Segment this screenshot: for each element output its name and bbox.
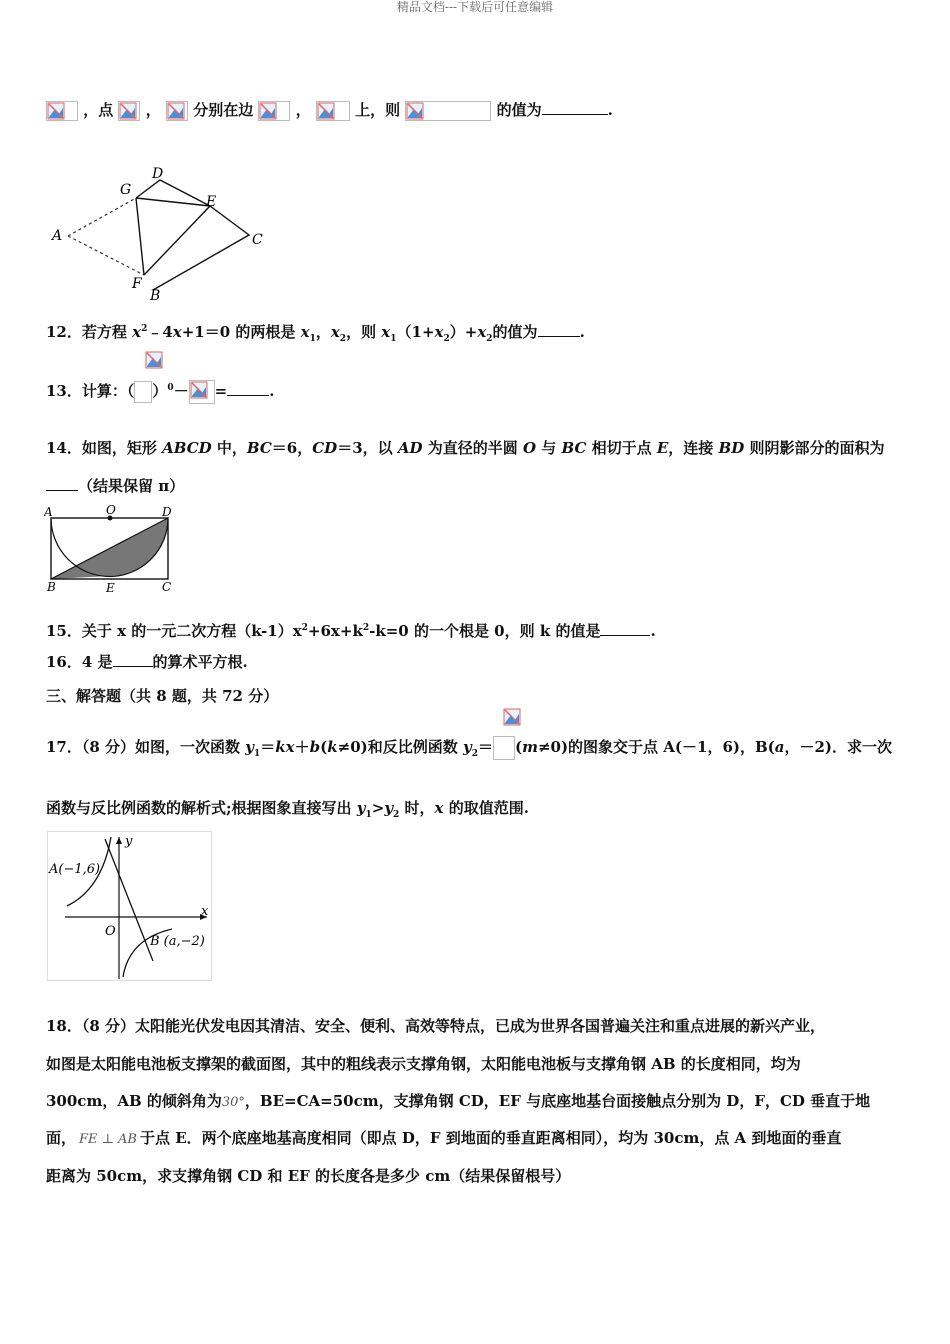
label-a: A — [52, 228, 63, 244]
page-header: 精品文档---下载后可任意编辑 — [396, 0, 554, 14]
formula-image — [503, 708, 525, 730]
label-b: B — [150, 288, 161, 304]
segment-gf — [136, 198, 144, 275]
label-point-b: B (a,−2) — [150, 934, 205, 949]
label-a: A — [44, 505, 53, 519]
formula-image — [258, 101, 290, 121]
outline-gdecb — [136, 180, 249, 290]
label-y: y — [125, 834, 133, 849]
question-18-line4: 面， FE ⊥ AB 于点 E．两个底座地基高度相同（即点 D，F 到地面的垂直距离相同），均为 30cm，点 A 到地面的垂直 — [46, 1129, 842, 1147]
answer-blank — [227, 381, 269, 396]
answer-blank — [538, 322, 580, 337]
label-x: x — [201, 904, 209, 919]
label-c: C — [162, 580, 172, 594]
section-title: 三、解答题（共 8 题，共 72 分） — [46, 687, 279, 705]
figure-rectangle-semicircle — [44, 503, 184, 595]
question-11-line: ，点 ， 分别在边 ， 上，则 的值为 . — [46, 100, 613, 121]
question-12: 12．若方程 $x^2﹣4x+1=0$ 的两根是 $x_1$，$x_2$，则 $x_1(1+x_2)+x_2$的值为 . — [46, 323, 585, 344]
label-origin: O — [105, 924, 116, 939]
question-18-line1: 18．（8 分）太阳能光伏发电因其清洁、安全、便利、高效等特点，已成为世界各国普遍关注和重点进展的新兴产业， — [46, 1017, 826, 1035]
question-15: 15．关于 x 的一元二次方程$(k-1)x^2+6x+k^2-k=0$ 的一个根是 0，则 k 的值是 . — [46, 622, 656, 640]
question-17-line2: 函数与反比例函数的解析式;根据图象直接写出 $y_1>y_2$ 时，x 的取值范围. — [46, 799, 529, 820]
formula-image — [189, 380, 215, 404]
perpendicular-formula: FE ⊥ AB — [79, 1132, 137, 1147]
answer-blank — [600, 621, 650, 636]
question-18-line5: 距离为 50cm，求支撑角钢 CD 和 EF 的长度各是多少 cm（结果保留根号） — [46, 1167, 571, 1185]
segment-ge — [136, 198, 210, 206]
label-e: E — [206, 194, 217, 210]
question-13: 13．计算：（ ）$^0$－ = . — [46, 378, 274, 404]
formula-image — [166, 101, 188, 121]
answer-blank — [542, 100, 608, 115]
label-c: C — [252, 232, 263, 248]
formula-image — [316, 101, 350, 121]
question-18-line2: 如图是太阳能电池板支撑架的截面图，其中的粗线表示支撑角钢，太阳能电池板与支撑角钢 AB 的长度相同，均为 — [46, 1055, 801, 1073]
figure-function-graph — [47, 831, 212, 981]
answer-blank — [113, 652, 153, 667]
angle-formula: 30° — [221, 1095, 245, 1110]
label-o: O — [106, 503, 116, 517]
label-b: B — [47, 580, 56, 594]
formula-image — [493, 736, 515, 760]
label-e: E — [106, 581, 115, 595]
formula-image — [405, 101, 491, 121]
label-d: D — [152, 166, 164, 182]
question-18-line3: 300cm，AB 的倾斜角为30°，BE=CA=50cm，支撑角钢 CD，EF 与底座地基台面接触点分别为 D，F，CD 垂直于地 — [46, 1092, 871, 1110]
figure-quadrilateral — [46, 160, 276, 305]
question-14-line1: 14．如图，矩形 ABCD 中，BC＝6，CD＝3，以 AD 为直径的半圆 O 与 BC 相切于点 E，连接 BD 则阴影部分的面积为 — [46, 439, 885, 457]
label-d: D — [162, 505, 172, 519]
formula-image — [118, 101, 140, 121]
question-14-line2: （结果保留 π） — [46, 476, 184, 496]
label-f: F — [132, 276, 142, 292]
label-g: G — [120, 182, 132, 198]
dashed-line-af — [68, 236, 144, 275]
label-point-a: A(−1,6) — [49, 862, 101, 877]
question-17-line1: 17．（8 分）如图，一次函数 $y_1=kx+b(k\ne 0)$和反比例函数 $y_2= (m\ne 0)$的图象交于点 A(－1，6)，B(a，－2)．求一次 — [46, 738, 893, 759]
answer-blank — [46, 476, 78, 491]
segment-ef — [144, 206, 210, 275]
question-16: 16．4 是 的算术平方根. — [46, 653, 248, 671]
formula-image — [145, 351, 165, 371]
dashed-line-ag — [68, 198, 136, 236]
formula-image — [46, 101, 78, 121]
formula-image — [134, 381, 152, 403]
